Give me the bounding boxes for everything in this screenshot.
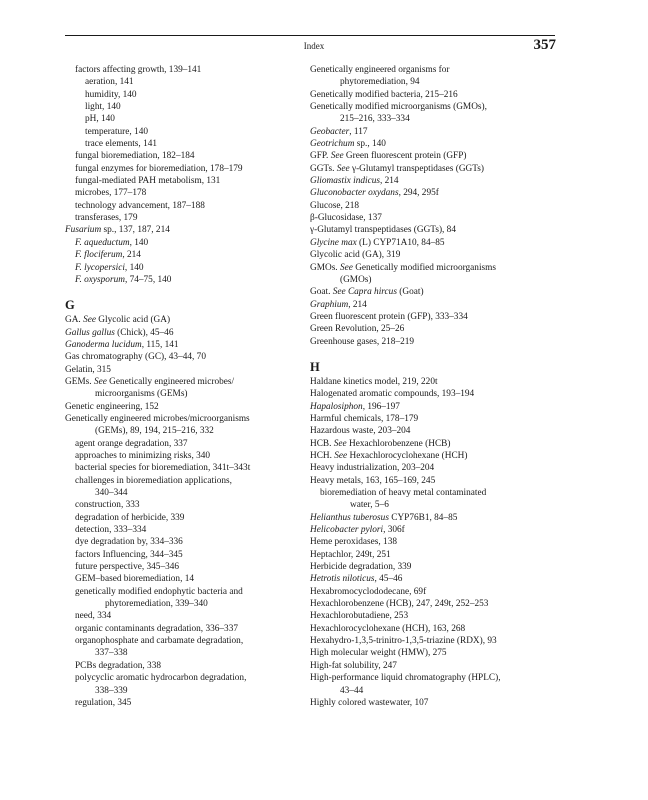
index-entry-text: Green fluorescent protein (GFP), 333–334 <box>310 311 468 322</box>
index-entry-text: degradation of herbicide, 339 <box>75 512 185 523</box>
index-entry <box>310 274 560 286</box>
index-entry-text: (L) CYP71A10, 84–85 <box>356 237 445 248</box>
index-entry-text: Heme peroxidases, 138 <box>310 537 398 548</box>
index-entry <box>310 536 560 548</box>
index-entry-text: Hexachlorocyclohexane (HCH), 163, 268 <box>310 623 466 634</box>
index-entry-text: aeration, 141 <box>85 77 134 88</box>
index-entry <box>310 101 560 113</box>
index-entry <box>310 187 560 199</box>
index-entry <box>310 462 560 474</box>
index-entry-text: fungal-mediated PAH metabolism, 131 <box>75 176 221 187</box>
index-entry <box>65 113 305 125</box>
index-entry-italic: Ganoderma lucidum <box>65 339 142 350</box>
index-entry <box>310 475 560 487</box>
index-entry <box>65 438 305 450</box>
index-entry-text: agent orange degradation, 337 <box>75 438 188 449</box>
index-entry <box>310 76 560 88</box>
index-entry-text: Highly colored wastewater, 107 <box>310 697 429 708</box>
index-entry-text: Heavy industrialization, 203–204 <box>310 463 435 474</box>
index-entry-text: pH, 140 <box>85 114 115 125</box>
index-entry-text: dye degradation by, 334–336 <box>75 537 183 548</box>
index-entry <box>65 274 305 286</box>
index-entry <box>65 623 305 635</box>
index-entry-text: , 140 <box>129 237 149 248</box>
index-entry <box>310 610 560 622</box>
index-entry-text: Halogenated aromatic compounds, 193–194 <box>310 389 475 400</box>
index-entry-text: trace elements, 141 <box>85 139 158 150</box>
index-entry-text: Glucose, 218 <box>310 200 360 211</box>
index-entry <box>65 314 305 326</box>
index-entry <box>65 262 305 274</box>
index-entry <box>310 163 560 175</box>
index-entry-text: , 140 <box>124 262 144 273</box>
index-entry <box>310 635 560 647</box>
index-entry <box>310 450 560 462</box>
index-entry-italic: See <box>336 163 350 174</box>
index-entry <box>65 163 305 175</box>
index-entry-italic: Graphium <box>310 299 349 310</box>
index-entry <box>310 286 560 298</box>
index-entry-text: Glycolic acid (GA) <box>95 315 171 326</box>
index-entry-text: GA. <box>65 315 84 326</box>
index-entry-text: 337–338 <box>95 648 128 659</box>
index-entry-text: Heavy metals, 163, 165–169, 245 <box>310 475 436 486</box>
index-entry <box>65 339 305 351</box>
index-entry-text: Genetically modified microorganisms <box>352 262 496 273</box>
index-entry-text: (GMOs) <box>340 274 372 285</box>
index-entry-text: fungal enzymes for bioremediation, 178–179 <box>75 163 243 174</box>
index-entry-text: Hexachlorobenzene (HCB) <box>346 438 451 449</box>
index-entry-italic: See <box>339 262 353 273</box>
index-column-left <box>65 64 305 709</box>
index-entry <box>310 388 560 400</box>
index-entry-text: organic contaminants degradation, 336–337 <box>75 623 238 634</box>
index-entry-text: Goat. <box>310 287 333 298</box>
index-entry <box>65 647 305 659</box>
index-entry <box>310 175 560 187</box>
index-entry-text: future perspective, 345–346 <box>75 562 180 573</box>
index-entry-text: polycyclic aromatic hydrocarbon degradation, <box>75 673 247 684</box>
index-entry <box>65 598 305 610</box>
index-entry <box>310 323 560 335</box>
index-entry <box>310 262 560 274</box>
index-entry-text: Harmful chemicals, 178–179 <box>310 413 419 424</box>
index-entry <box>65 549 305 561</box>
index-entry-text: , 115, 141 <box>141 339 179 350</box>
index-entry-text: , 294, 295f <box>398 188 439 199</box>
index-entry <box>65 536 305 548</box>
index-entry-text: Hexachlorocyclohexane (HCH) <box>347 450 468 461</box>
index-entry <box>310 212 560 224</box>
index-entry-italic: Glycine max <box>310 237 357 248</box>
index-entry <box>65 89 305 101</box>
index-entry <box>310 549 560 561</box>
index-entry-text: construction, 333 <box>75 500 140 511</box>
index-entry <box>310 438 560 450</box>
index-entry <box>65 212 305 224</box>
index-entry <box>65 237 305 249</box>
index-entry <box>310 89 560 101</box>
index-entry-italic: Gliomastix indicus <box>310 176 380 187</box>
index-entry <box>310 336 560 348</box>
index-entry-text: Hexabromocyclododecane, 69f <box>310 586 427 597</box>
index-entry-text: regulation, 345 <box>75 697 132 708</box>
index-entry <box>310 138 560 150</box>
index-entry <box>65 462 305 474</box>
index-entry-text: (GEMs), 89, 194, 215–216, 332 <box>95 426 214 437</box>
index-entry <box>65 76 305 88</box>
index-entry <box>65 660 305 672</box>
index-entry-text: (Goat) <box>396 287 424 298</box>
index-entry-text: detection, 333–334 <box>75 525 147 536</box>
index-entry <box>310 299 560 311</box>
index-entry-text: 340–344 <box>95 488 128 498</box>
index-entry <box>310 598 560 610</box>
index-entry-italic: Fusarium <box>65 225 102 236</box>
index-entry <box>65 126 305 138</box>
index-entry-text: (Chick), 45–46 <box>114 327 174 338</box>
index-entry-text: bioremediation of heavy metal contaminated <box>320 488 487 498</box>
index-entry-text: , 196–197 <box>362 401 400 412</box>
index-entry <box>310 311 560 323</box>
index-entry <box>65 64 305 76</box>
index-entry-text: Hexachlorobenzene (HCB), 247, 249t, 252–253 <box>310 599 489 610</box>
index-entry <box>65 351 305 363</box>
index-entry-text: , 117 <box>349 126 368 137</box>
index-entry-text: temperature, 140 <box>85 126 148 137</box>
index-entry <box>65 376 305 388</box>
index-entry-italic: Helicobacter pylori <box>310 525 384 536</box>
running-header-title: Index <box>303 41 325 51</box>
index-entry-text: bacterial species for bioremediation, 341t–343t <box>75 463 251 474</box>
index-entry-text: approaches to minimizing risks, 340 <box>75 450 211 461</box>
index-entry-text: light, 140 <box>85 102 121 113</box>
index-entry <box>310 561 560 573</box>
index-entry-text: Haldane kinetics model, 219, 220t <box>310 376 438 387</box>
index-entry-text: Genetically engineered organisms for <box>310 65 450 75</box>
index-entry-text: Glycolic acid (GA), 319 <box>310 250 401 261</box>
index-entry-italic: Geobacter <box>310 126 350 137</box>
index-entry-italic: See <box>334 450 348 461</box>
index-entry-text: β-Glucosidase, 137 <box>310 213 382 224</box>
index-entry-text: organophosphate and carbamate degradation, <box>75 636 244 647</box>
index-entry-text: High-fat solubility, 247 <box>310 660 397 671</box>
index-entry <box>65 610 305 622</box>
index-entry-text: phytoremediation, 339–340 <box>105 599 208 610</box>
index-entry-text: sp., 140 <box>354 139 386 150</box>
index-entry-text: Gelatin, 315 <box>65 364 111 375</box>
index-entry <box>65 101 305 113</box>
index-entry-text: γ-Glutamyl transpeptidases (GGTs) <box>349 163 485 174</box>
index-entry-text: technology advancement, 187–188 <box>75 200 205 211</box>
index-entry <box>65 187 305 199</box>
index-entry <box>310 249 560 261</box>
index-entry-text: PCBs degradation, 338 <box>75 660 161 671</box>
index-entry <box>310 499 560 511</box>
index-entry-text: Genetically engineered microbes/ <box>106 376 235 387</box>
index-entry <box>310 697 560 709</box>
index-entry <box>65 450 305 462</box>
index-entry-text: 43–44 <box>340 685 364 696</box>
index-entry-italic: Gluconobacter oxydans <box>310 188 399 199</box>
index-entry <box>310 376 560 388</box>
index-entry <box>65 512 305 524</box>
index-entry-italic: See <box>93 376 107 387</box>
index-entry-text: , 306f <box>383 525 405 536</box>
index-entry <box>65 499 305 511</box>
index-entry-text: CYP76B1, 84–85 <box>388 512 458 523</box>
index-entry-text: High-performance liquid chromatography (HPLC), <box>310 673 501 684</box>
index-entry-text: Genetically modified microorganisms (GMOs), <box>310 102 487 113</box>
index-entry <box>310 150 560 162</box>
index-entry-italic: See Capra hircus <box>332 287 397 298</box>
index-entry <box>65 224 305 236</box>
index-entry-text: Heptachlor, 249t, 251 <box>310 549 391 560</box>
index-entry <box>310 237 560 249</box>
index-entry-text: fungal bioremediation, 182–184 <box>75 151 195 162</box>
index-entry <box>310 126 560 138</box>
index-entry <box>65 586 305 598</box>
index-entry <box>65 475 305 487</box>
index-entry-text: , 214 <box>122 250 141 261</box>
index-entry <box>65 425 305 437</box>
index-entry-text: HCH. <box>310 450 335 461</box>
index-entry-text: sp., 137, 187, 214 <box>101 225 170 236</box>
index-entry-text: Green Revolution, 25–26 <box>310 324 405 335</box>
index-entry-text: transferases, 179 <box>75 213 138 224</box>
page-number: 357 <box>533 37 556 53</box>
index-entry-italic: See <box>83 315 96 326</box>
index-entry-text: water, 5–6 <box>350 500 389 511</box>
index-entry <box>310 113 560 125</box>
index-entry-text: HCB. <box>310 438 334 449</box>
index-entry-italic: See <box>330 151 344 162</box>
index-entry-text: GGTs. <box>310 163 337 174</box>
index-entry-italic: Hetrotis niloticus <box>310 574 375 585</box>
index-entry-italic: Hapalosiphon <box>310 401 363 412</box>
index-entry-text: , 214 <box>348 299 367 310</box>
index-entry <box>65 685 305 697</box>
index-entry-text: γ-Glutamyl transpeptidases (GGTs), 84 <box>310 225 456 236</box>
index-entry-italic: F. oxysporum <box>75 274 125 285</box>
index-entry-text: 338–339 <box>95 685 128 696</box>
index-entry <box>65 524 305 536</box>
index-entry-text: 215–216, 333–334 <box>340 114 410 125</box>
index-entry-italic: See <box>333 438 347 449</box>
index-entry <box>310 487 560 499</box>
index-entry-text: microbes, 177–178 <box>75 188 147 199</box>
index-entry-text: GMOs. <box>310 262 340 273</box>
index-entry-text: Greenhouse gases, 218–219 <box>310 336 415 347</box>
index-column-right <box>310 64 560 709</box>
index-entry <box>310 64 560 76</box>
index-entry-text: Hazardous waste, 203–204 <box>310 426 411 437</box>
index-entry-text: challenges in bioremediation applications, <box>75 475 232 486</box>
index-entry <box>310 512 560 524</box>
index-entry <box>310 401 560 413</box>
index-entry-text: Genetically engineered microbes/microorganisms <box>65 413 250 424</box>
index-entry <box>310 413 560 425</box>
index-entry-text: humidity, 140 <box>85 89 137 100</box>
index-entry <box>65 150 305 162</box>
index-entry <box>65 635 305 647</box>
index-entry <box>310 425 560 437</box>
index-entry <box>65 697 305 709</box>
index-entry-text: GEM–based bioremediation, 14 <box>75 574 195 585</box>
index-entry <box>310 224 560 236</box>
index-entry-italic: F. flociferum <box>75 250 123 261</box>
index-entry-text: Hexachlorobutadiene, 253 <box>310 611 409 622</box>
index-entry <box>65 573 305 585</box>
index-entry <box>310 524 560 536</box>
index-entry-text: Green fluorescent protein (GFP) <box>343 151 467 162</box>
index-entry <box>65 487 305 499</box>
index-entry <box>65 561 305 573</box>
index-entry-text: High molecular weight (HMW), 275 <box>310 648 447 659</box>
index-entry-text: , 74–75, 140 <box>124 274 172 285</box>
index-entry <box>65 401 305 413</box>
index-entry-text: microorganisms (GEMs) <box>95 389 188 400</box>
index-entry <box>65 413 305 425</box>
index-entry-text: genetically modified endophytic bacteria and <box>75 586 243 597</box>
index-entry <box>310 685 560 697</box>
index-entry-text: , 45–46 <box>374 574 403 585</box>
index-entry <box>310 586 560 598</box>
index-entry-italic: F. lycopersici <box>75 262 125 273</box>
index-entry-text: Genetically modified bacteria, 215–216 <box>310 89 458 100</box>
index-entry-text: factors Influencing, 344–345 <box>75 549 183 560</box>
index-entry <box>310 200 560 212</box>
index-entry-italic: Geotrichum <box>310 139 355 150</box>
index-entry-text: , 214 <box>379 176 399 187</box>
index-entry-text: Herbicide degradation, 339 <box>310 562 412 573</box>
index-entry <box>65 327 305 339</box>
index-entry-italic: Gallus gallus <box>65 327 115 338</box>
index-entry-italic: F. aqueductum <box>75 237 130 248</box>
index-entry <box>65 672 305 684</box>
index-entry-text: Gas chromatography (GC), 43–44, 70 <box>65 352 206 363</box>
index-entry <box>310 647 560 659</box>
index-entry-text: GEMs. <box>65 376 94 387</box>
index-entry-text: Genetic engineering, 152 <box>65 401 159 412</box>
index-entry-text: need, 334 <box>75 611 112 622</box>
index-entry-text: GFP. <box>310 151 331 162</box>
index-entry <box>65 175 305 187</box>
index-entry <box>65 200 305 212</box>
header-rule <box>65 35 555 36</box>
index-entry <box>310 573 560 585</box>
index-entry-italic: Helianthus tuberosus <box>310 512 389 523</box>
index-entry <box>65 249 305 261</box>
index-entry <box>65 388 305 400</box>
index-entry <box>310 672 560 684</box>
index-entry-text: phytoremediation, 94 <box>340 77 420 88</box>
index-entry-text: factors affecting growth, 139–141 <box>75 65 202 75</box>
section-letter-h: H <box>310 359 320 374</box>
section-letter-g: G <box>65 298 75 313</box>
index-entry-text: Hexahydro-1,3,5-trinitro-1,3,5-triazine (RDX), 93 <box>310 636 497 647</box>
index-entry <box>310 623 560 635</box>
index-entry <box>65 364 305 376</box>
index-entry <box>310 660 560 672</box>
index-entry <box>65 138 305 150</box>
